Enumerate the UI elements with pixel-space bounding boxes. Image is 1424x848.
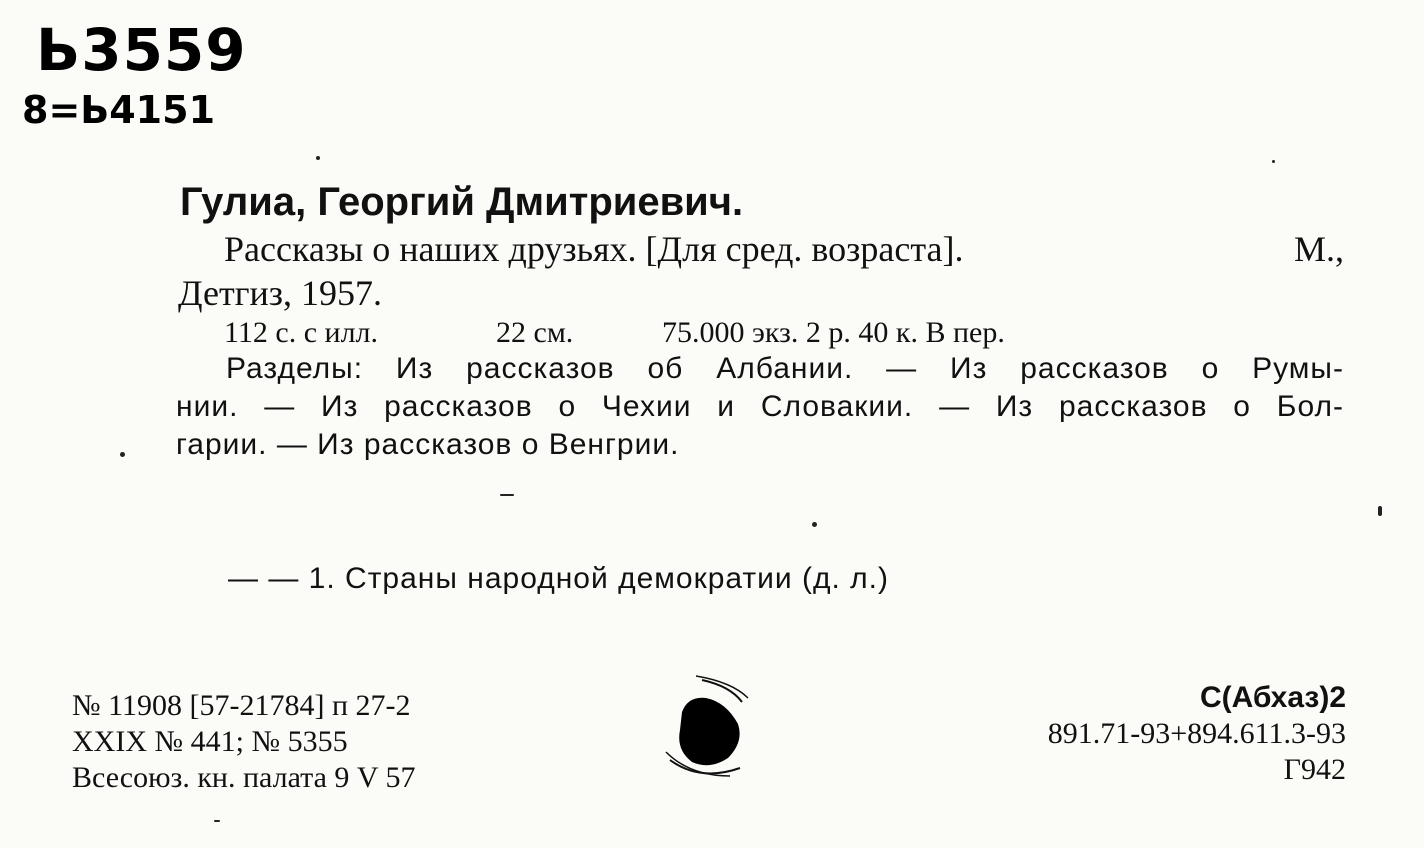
contents-line-1: Разделы: Из рассказов об Албании. — Из рассказов о Румы- [226, 352, 1344, 385]
speck-mark [812, 522, 817, 527]
collation-size: 22 см. [496, 316, 574, 349]
punch-hole-icon [660, 672, 756, 782]
classification-code: С(Абхаз)2 [1199, 681, 1346, 714]
publisher-year: Детгиз, 1957. [178, 273, 382, 313]
collation-pages: 112 с. с илл. [224, 316, 379, 349]
registry-block [72, 688, 416, 796]
contents-line-3: гарии. — Из рассказов о Венгрии. [176, 428, 680, 461]
title-line-1 [224, 228, 1344, 270]
speck-mark [1272, 160, 1275, 163]
author-mark: Г942 [1283, 753, 1346, 786]
contents-note [176, 350, 1344, 464]
title-text: Рассказы о наших друзьях. [Для сред. возраста]. [224, 229, 964, 269]
publication-place: М., [1293, 229, 1344, 269]
speck-mark [214, 820, 220, 822]
udc-code: 891.71-93+894.611.3-93 [1047, 717, 1346, 750]
handwritten-secondary-number: 8=Ь4151 [22, 88, 216, 132]
speck-mark [120, 452, 125, 457]
subject-heading: — — 1. Страны народной демократии (д. л.) [228, 562, 889, 595]
registry-line-2: XXIX № 441; № 5355 [72, 725, 348, 758]
speck-mark [316, 156, 320, 160]
registry-line-1: № 11908 [57-21784] п 27-2 [72, 689, 411, 722]
collation-line [224, 316, 1005, 350]
handwritten-number: Ь3559 [36, 16, 247, 84]
contents-line-2: нии. — Из рассказов о Чехии и Словакии. — Из рассказов о Бол- [176, 390, 1344, 423]
collation-copies-price: 75.000 экз. 2 р. 40 к. В пер. [662, 316, 1005, 349]
classification-block [1048, 680, 1346, 788]
registry-line-3: Всесоюз. кн. палата 9 V 57 [72, 761, 416, 794]
speck-mark [500, 494, 514, 496]
speck-mark [1378, 506, 1382, 516]
author-heading: Гулиа, Георгий Дмитриевич. [180, 180, 744, 224]
